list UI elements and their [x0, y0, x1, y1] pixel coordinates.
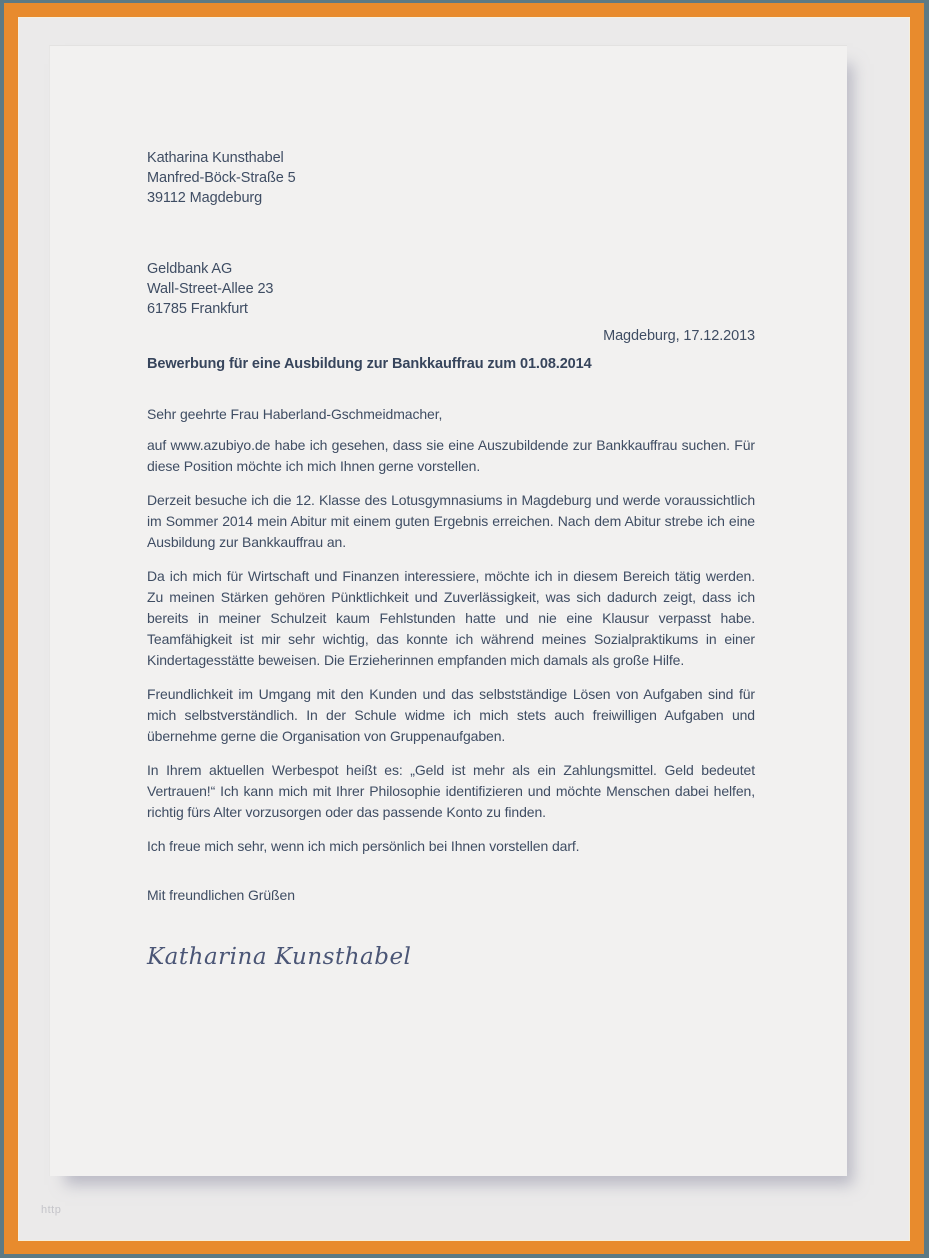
- recipient-company: Geldbank AG: [147, 261, 233, 277]
- handwritten-signature: Katharina Kunsthabel: [147, 944, 412, 970]
- paragraph-school: Derzeit besuche ich die 12. Klasse des Lotusgymnasiums in Magdeburg und werde voraussichtlich im Sommer 2014 mein Abitur mit einem guten Ergebnis erreichen. Nach dem Abitur strebe ich eine Ausbildung zur Bankkauffrau an.: [147, 492, 755, 550]
- subject-line: Bewerbung für eine Ausbildung zur Bankkauffrau zum 01.08.2014: [147, 356, 592, 372]
- sender-street: Manfred-Böck-Straße 5: [147, 170, 296, 186]
- paragraph-intro: auf www.azubiyo.de habe ich gesehen, dass sie eine Auszubildende zur Bankkauffrau suchen. Für diese Position möchte ich mich Ihnen gerne vorstellen.: [147, 437, 755, 474]
- paragraph-strengths: Da ich mich für Wirtschaft und Finanzen interessiere, möchte ich in diesem Bereich tätig werden. Zu meinen Stärken gehören Pünktlichkeit und Zuverlässigkeit, was sich dadurch zeigt, dass ich bereits in meiner Schulzeit kaum Fehlstunden hatte und nie eine Klausur verpasst habe. Teamfähigkeit ist mir sehr wichtig, das konnte ich während meines Sozialpraktikums in einer Kindertagesstätte beweisen. Die Erzieherinnen empfanden mich damals als große Hilfe.: [147, 568, 755, 668]
- sender-name: Katharina Kunsthabel: [147, 150, 284, 166]
- sender-city: 39112 Magdeburg: [147, 190, 263, 206]
- salutation: Sehr geehrte Frau Haberland-Gschmeidmacher,: [147, 406, 443, 422]
- paragraph-qualities: Freundlichkeit im Umgang mit den Kunden und das selbstständige Lösen von Aufgaben sind für mich selbstverständlich. In der Schule widme ich mich stets auch freiwilligen Aufgaben und übernehme gerne die Organisation von Gruppenaufgaben.: [147, 686, 755, 744]
- recipient-address: [147, 259, 755, 319]
- sender-address: [147, 148, 755, 208]
- date-line: Magdeburg, 17.12.2013: [603, 328, 755, 344]
- paragraph-motivation: In Ihrem aktuellen Werbespot heißt es: „Geld ist mehr als ein Zahlungsmittel. Geld bedeutet Vertrauen!“ Ich kann mich mit Ihrer Philosophie identifizieren und möchte Menschen dabei helfen, richtig fürs Alter vorzusorgen oder das passende Konto zu finden.: [147, 762, 755, 820]
- orange-border: [4, 3, 924, 1254]
- letter-page: [49, 45, 847, 1176]
- watermark-text: http: [41, 1204, 62, 1216]
- letter-body: [147, 148, 755, 970]
- recipient-city: 61785 Frankfurt: [147, 301, 248, 317]
- paragraph-invitation: Ich freue mich sehr, wenn ich mich persönlich bei Ihnen vorstellen darf.: [147, 838, 580, 854]
- closing-phrase: Mit freundlichen Grüßen: [147, 887, 295, 903]
- recipient-street: Wall-Street-Allee 23: [147, 281, 274, 297]
- scan-background: [18, 17, 910, 1241]
